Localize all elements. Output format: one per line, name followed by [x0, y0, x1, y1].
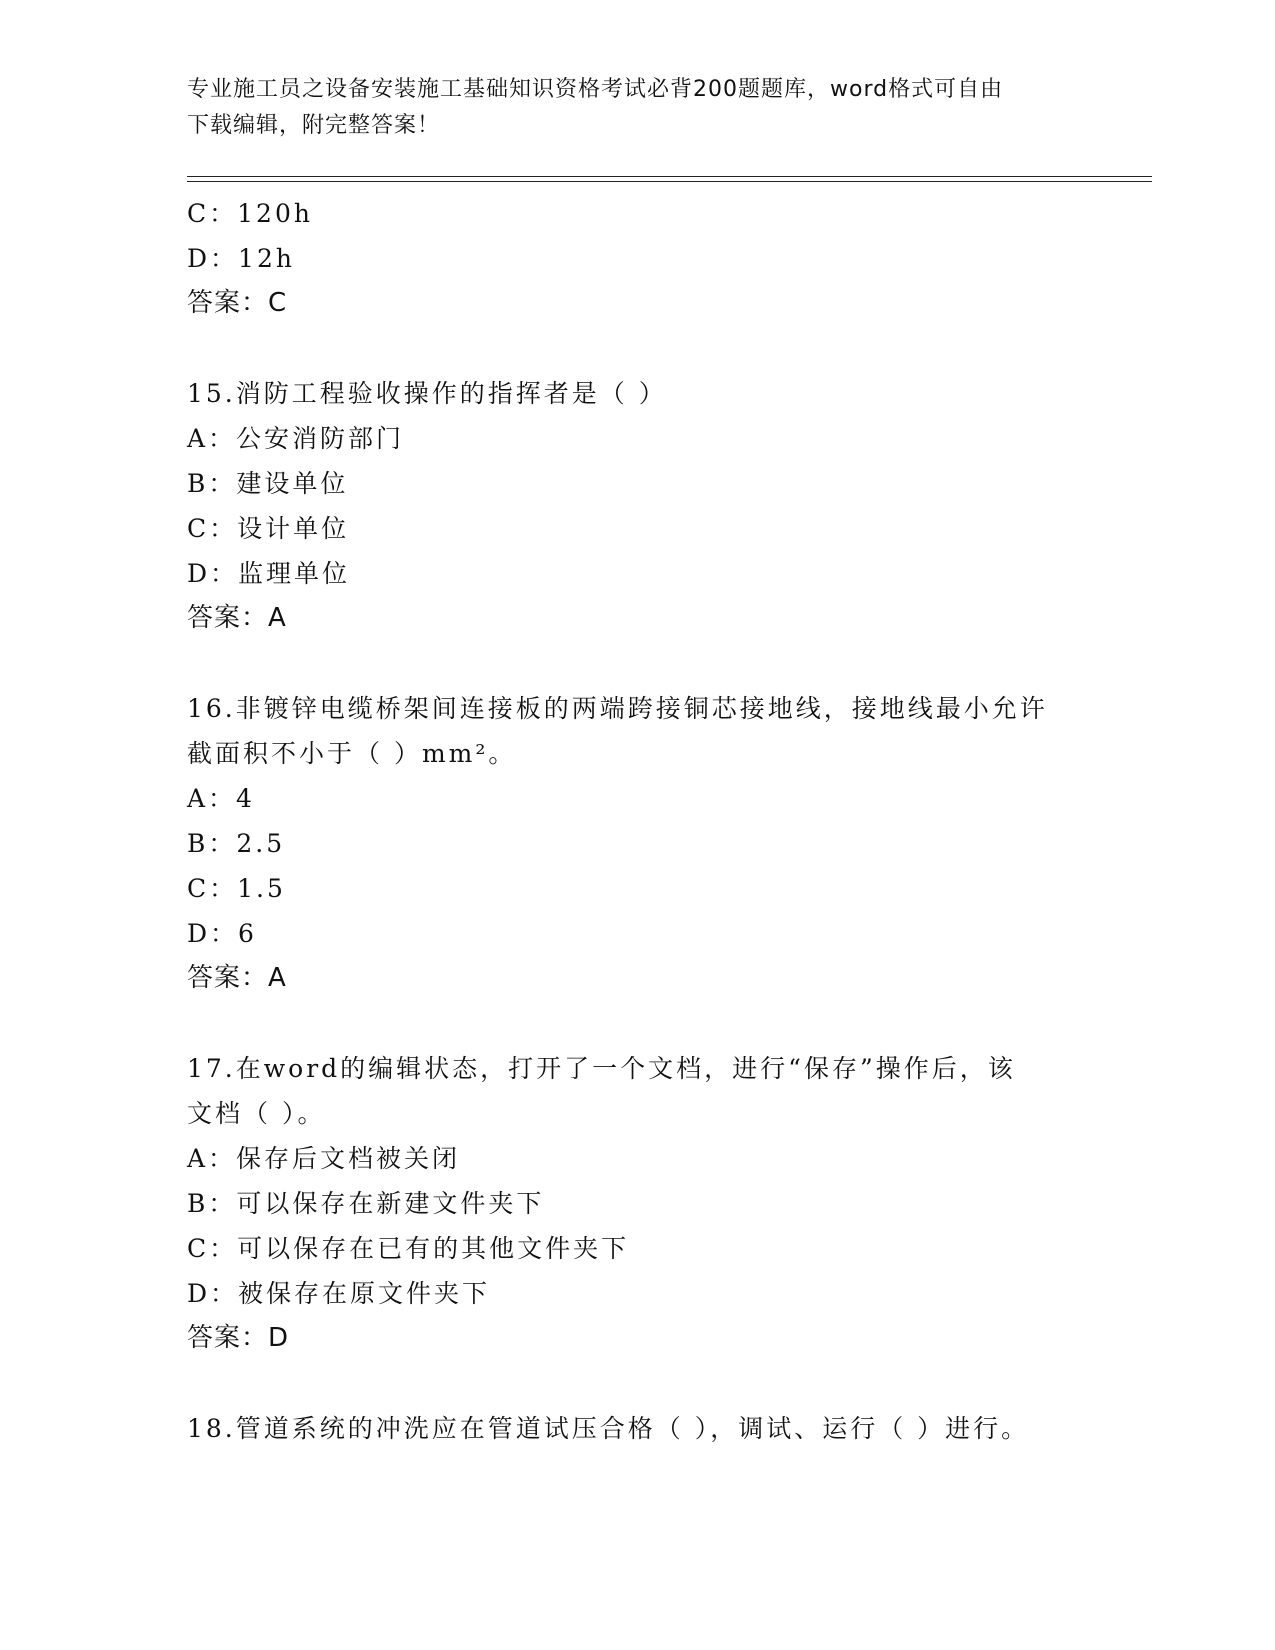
question-stem: 17.在word的编辑状态，打开了一个文档，进行“保存”操作后，该: [187, 1054, 1016, 1083]
option-b: B：建设单位: [187, 469, 349, 498]
question-spacer: [187, 1001, 1087, 1046]
question-spacer: [187, 1361, 1087, 1406]
option-d: D：监理单位: [187, 559, 351, 588]
header-divider-bottom: [187, 181, 1152, 182]
option-c: C：设计单位: [187, 514, 350, 543]
header-divider-top: [187, 176, 1152, 177]
option-b: B：2.5: [187, 829, 286, 858]
option-c: C：120h: [187, 199, 313, 228]
document-header: [187, 72, 1067, 144]
answer-line: 答案：C: [187, 288, 288, 318]
option-a: A：公安消防部门: [187, 424, 405, 453]
question-spacer: [187, 641, 1087, 686]
question-stem: 18.管道系统的冲洗应在管道试压合格（ ），调试、运行（ ）进行。: [187, 1414, 1030, 1443]
question-15: [187, 371, 1087, 641]
header-line-1: 专业施工员之设备安装施工基础知识资格考试必背200题题库，word格式可自由: [187, 77, 1004, 102]
question-stem-continued: 文档（ ）。: [187, 1099, 326, 1128]
answer-line: 答案：A: [187, 963, 287, 993]
option-a: A：4: [187, 784, 255, 813]
header-line-2: 下载编辑，附完整答案！: [187, 113, 441, 138]
option-d: D：6: [187, 919, 257, 948]
option-c: C：可以保存在已有的其他文件夹下: [187, 1234, 630, 1263]
option-b: B：可以保存在新建文件夹下: [187, 1189, 545, 1218]
question-spacer: [187, 326, 1087, 371]
option-d: D：12h: [187, 244, 295, 273]
option-c: C：1.5: [187, 874, 286, 903]
question-stem: 15.消防工程验收操作的指挥者是（ ）: [187, 379, 667, 408]
question-16: [187, 686, 1087, 1001]
question-18: [187, 1406, 1087, 1451]
question-list: [187, 191, 1087, 1451]
answer-line: 答案：D: [187, 1323, 290, 1353]
option-a: A：保存后文档被关闭: [187, 1144, 461, 1173]
question-stem: 16.非镀锌电缆桥架间连接板的两端跨接铜芯接地线，接地线最小允许: [187, 694, 1048, 723]
answer-line: 答案：A: [187, 603, 287, 633]
question-17: [187, 1046, 1087, 1361]
option-d: D：被保存在原文件夹下: [187, 1279, 491, 1308]
previous-question-tail: [187, 191, 1087, 326]
question-stem-continued: 截面积不小于（ ）mm²。: [187, 739, 517, 768]
